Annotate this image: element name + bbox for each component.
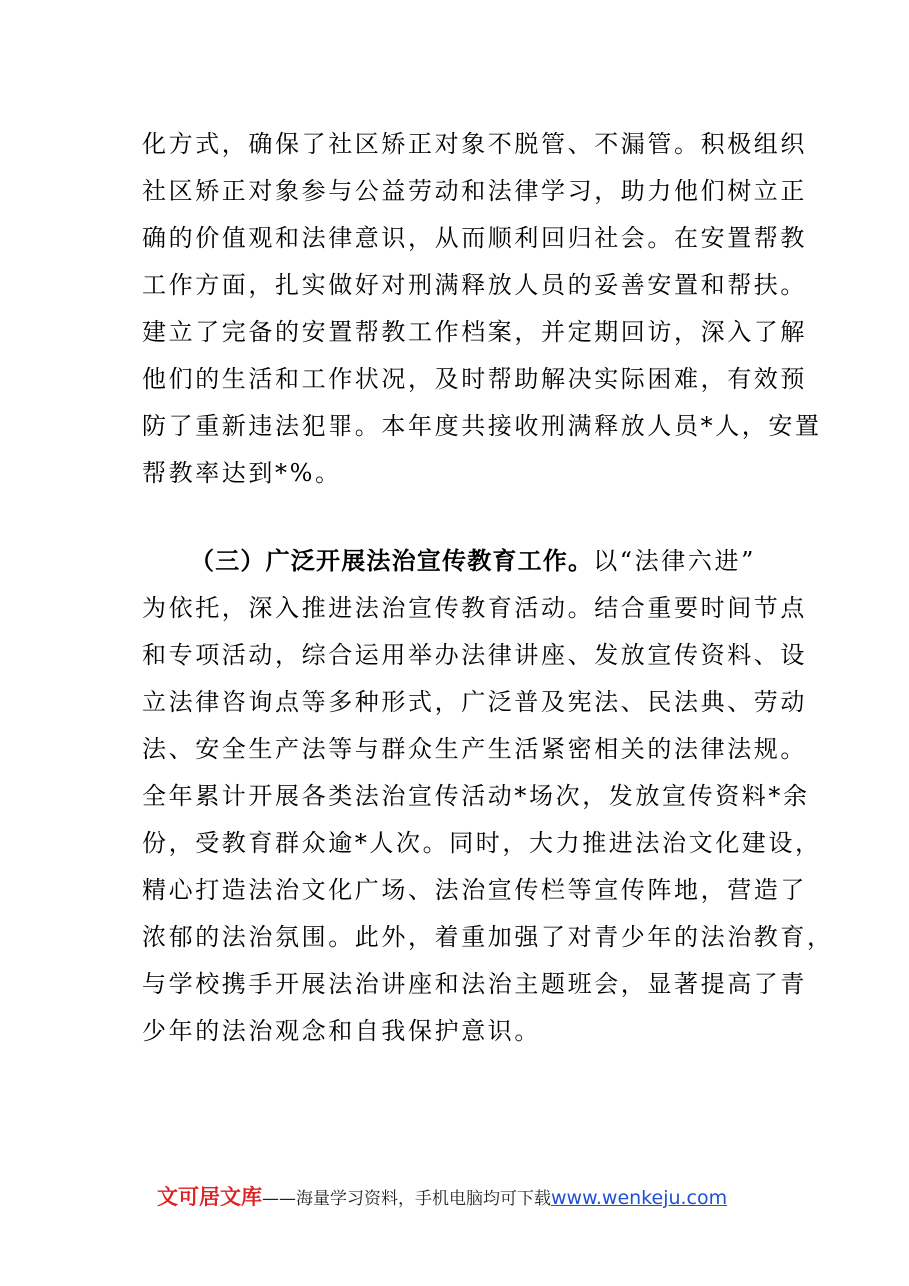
footer-website-link[interactable]: www.wenkeju.com [551, 1187, 728, 1209]
paragraph-2-line-10: 少年的法治观念和自我保护意识。 [142, 1017, 541, 1045]
paragraph-2-line-2: 和专项活动，综合运用举办法律讲座、发放宣传资料、设 [142, 641, 807, 669]
section-heading-line [190, 541, 762, 581]
paragraph-2-line-8: 浓郁的法治氛围。此外，着重加强了对青少年的法治教育， [142, 923, 834, 951]
paragraph-1-line-1: 化方式，确保了社区矫正对象不脱管、不漏管。积极组织 [142, 130, 807, 158]
paragraph-1-line-4: 工作方面，扎实做好对刑满释放人员的妥善安置和帮扶。 [142, 271, 807, 299]
paragraph-1-line-8: 帮教率达到*%。 [142, 459, 342, 487]
paragraph-1-line-3: 确的价值观和法律意识，从而顺利回归社会。在安置帮教 [142, 224, 807, 252]
paragraph-2-line-3: 立法律咨询点等多种形式，广泛普及宪法、民法典、劳动 [142, 688, 807, 716]
paragraph-1-line-6: 他们的生活和工作状况，及时帮助解决实际困难，有效预 [142, 365, 807, 393]
paragraph-1-line-2: 社区矫正对象参与公益劳动和法律学习，助力他们树立正 [142, 177, 807, 205]
footer-tagline: ——海量学习资料，手机电脑均可下载 [262, 1189, 551, 1209]
footer-banner [157, 1182, 727, 1212]
paragraph-2-line-9: 与学校携手开展法治讲座和法治主题班会，显著提高了青 [142, 970, 807, 998]
paragraph-2-line-4: 法、安全生产法等与群众生产生活紧密相关的法律法规。 [142, 735, 807, 763]
footer-brand-logo: 文可居文库 [157, 1185, 262, 1209]
paragraph-2-line-1: 为依托，深入推进法治宣传教育活动。结合重要时间节点 [142, 594, 807, 622]
paragraph-2-line-6: 份，受教育群众逾*人次。同时，大力推进法治文化建设， [142, 829, 822, 857]
paragraph-1-line-5: 建立了完备的安置帮教工作档案，并定期回访，深入了解 [142, 318, 807, 346]
paragraph-2-line-7: 精心打造法治文化广场、法治宣传栏等宣传阵地，营造了 [142, 876, 807, 904]
section-heading: （三）广泛开展法治宣传教育工作。 [190, 547, 594, 575]
paragraph-1-line-7: 防了重新违法犯罪。本年度共接收刑满释放人员*人，安置 [142, 412, 822, 440]
section-heading-continuation: 以“法律六进” [593, 547, 756, 575]
paragraph-2-line-5: 全年累计开展各类法治宣传活动*场次，发放宣传资料*余 [142, 782, 810, 810]
